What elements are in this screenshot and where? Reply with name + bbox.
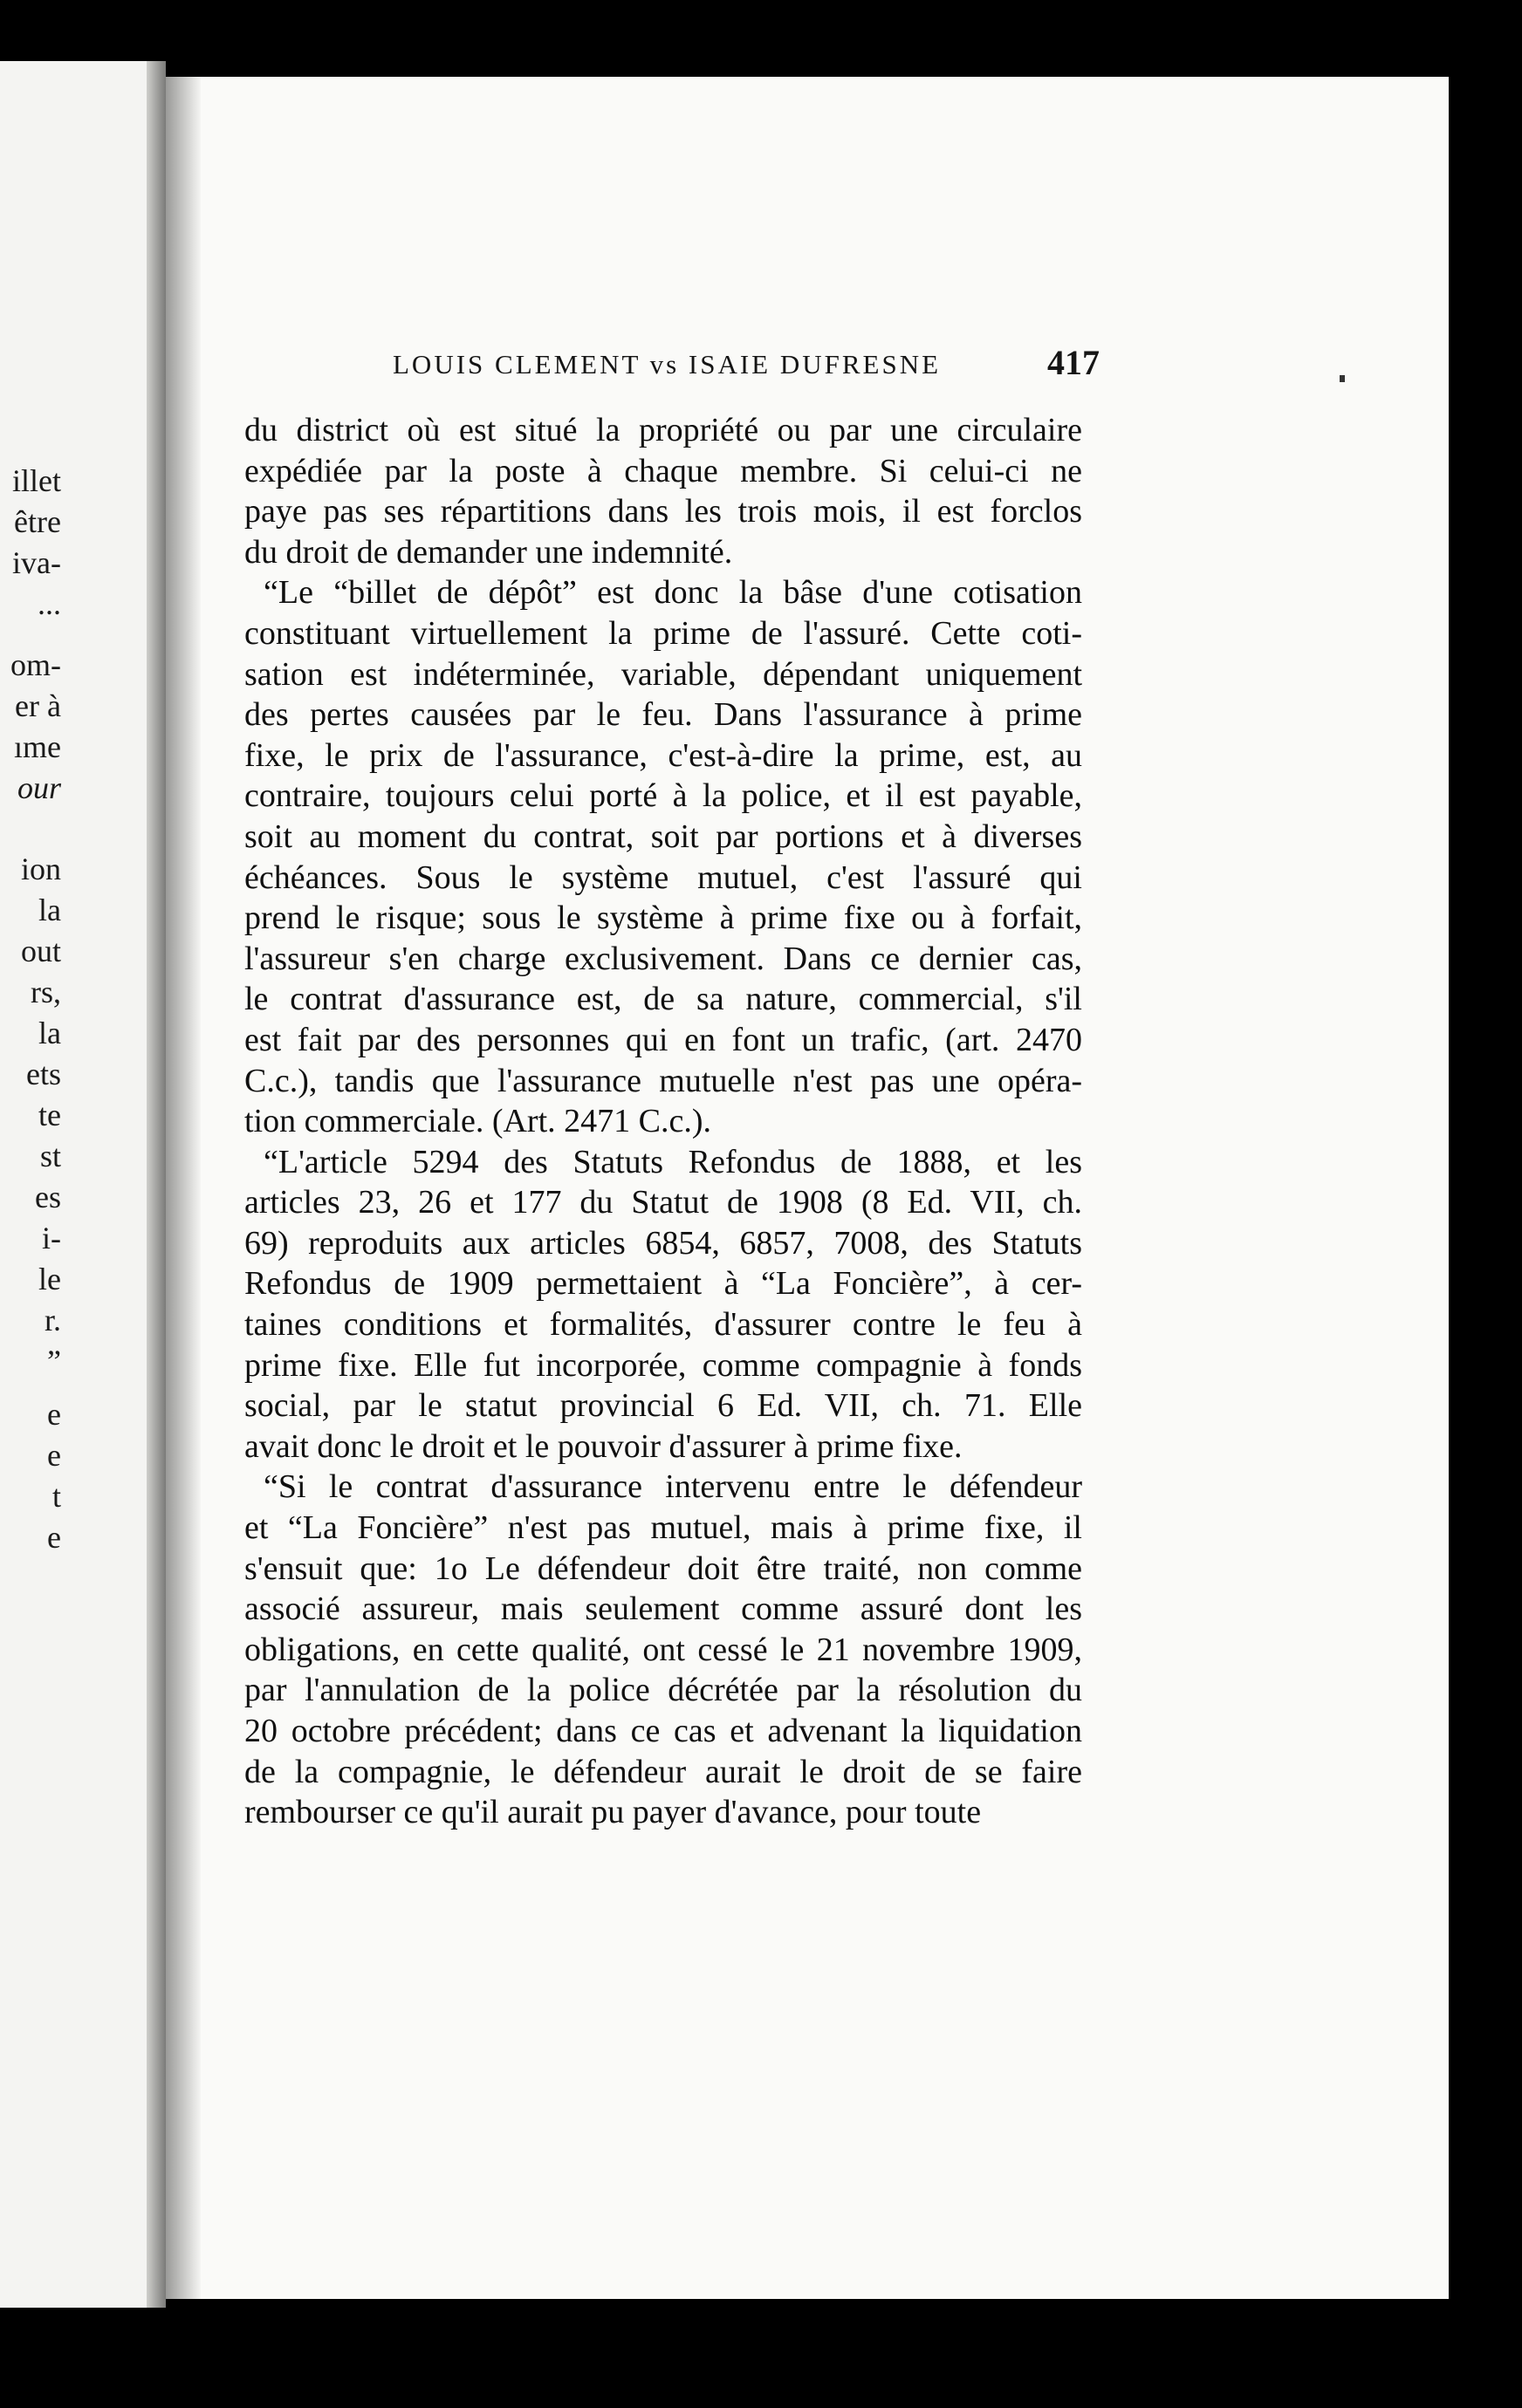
text-line: C.c.), tandis que l'assurance mutuelle n'est pas une opéra- bbox=[244, 1062, 1082, 1099]
text-line: expédiée par la poste à chaque membre. Si celui-ci ne bbox=[244, 452, 1082, 489]
text-line: articles 23, 26 et 177 du Statut de 1908 (8 Ed. VII, ch. bbox=[244, 1184, 1082, 1221]
left-page-text-fragment: te bbox=[38, 1098, 61, 1132]
left-page-text-fragment: om- bbox=[10, 647, 61, 682]
text-line: des pertes causées par le feu. Dans l'assurance à prime bbox=[244, 696, 1082, 734]
left-page-text-fragment: es bbox=[35, 1180, 61, 1214]
text-line: “Le “billet de dépôt” est donc la bâse d'une cotisation bbox=[264, 574, 1082, 612]
text-line: échéances. Sous le système mutuel, c'est l'assuré qui bbox=[244, 859, 1082, 896]
page-gutter bbox=[166, 77, 201, 2299]
left-page-text-fragment: t bbox=[51, 1479, 61, 1514]
left-page-text-fragment: e bbox=[47, 1438, 61, 1473]
left-page-text-fragment: ion bbox=[20, 852, 61, 886]
page-number: 417 bbox=[1047, 343, 1100, 382]
text-line: social, par le statut provincial 6 Ed. VII, ch. 71. Elle bbox=[244, 1387, 1082, 1425]
text-line: et “La Foncière” n'est pas mutuel, mais à prime fixe, il bbox=[244, 1509, 1082, 1547]
text-line: le contrat d'assurance est, de sa nature, commercial, s'il bbox=[244, 981, 1082, 1018]
left-page-text-fragment: r. bbox=[44, 1303, 61, 1337]
text-line: par l'annulation de la police décrétée par la résolution du bbox=[244, 1672, 1082, 1709]
text-line: Refondus de 1909 permettaient à “La Foncière”, à cer- bbox=[244, 1265, 1082, 1303]
left-page-text-fragment: rs, bbox=[31, 975, 61, 1009]
text-line: prend le risque; sous le système à prime fixe ou à forfait, bbox=[244, 900, 1082, 937]
left-page-text-fragment: la bbox=[38, 1016, 61, 1050]
left-page-text-fragment: illet bbox=[12, 463, 61, 498]
text-line: paye pas ses répartitions dans les trois mois, il est forclos bbox=[244, 493, 1082, 530]
text-line: l'assureur s'en charge exclusivement. Dans ce dernier cas, bbox=[244, 940, 1082, 977]
text-line: 20 octobre précédent; dans ce cas et advenant la liquidation bbox=[244, 1713, 1082, 1749]
text-line: du droit de demander une indemnité. bbox=[244, 533, 733, 571]
text-line: du district où est situé la propriété ou par une circulaire bbox=[244, 412, 1082, 448]
text-line: de la compagnie, le défendeur aurait le droit de se faire bbox=[244, 1753, 1082, 1790]
left-page-edge bbox=[147, 61, 166, 2308]
text-line: soit au moment du contrat, soit par portions et à diverses bbox=[244, 817, 1082, 855]
left-page-text-fragment: our bbox=[17, 770, 61, 805]
left-page-text-fragment: ” bbox=[47, 1344, 61, 1378]
left-page-text-fragment: ... bbox=[38, 586, 61, 621]
text-line: s'ensuit que: 1o Le défendeur doit être traité, non comme bbox=[244, 1549, 1082, 1587]
left-page-text-fragment: le bbox=[38, 1262, 61, 1296]
text-line: constituant virtuellement la prime de l'assuré. Cette coti- bbox=[244, 614, 1082, 652]
text-line: 69) reproduits aux articles 6854, 6857, 7008, des Statuts bbox=[244, 1224, 1082, 1262]
body-text bbox=[244, 410, 1082, 1833]
text-line: tion commerciale. (Art. 2471 C.c.). bbox=[244, 1103, 712, 1140]
text-line: contraire, toujours celui porté à la police, et il est payable, bbox=[244, 777, 1082, 815]
left-page-text-fragment: la bbox=[38, 893, 61, 927]
text-line: sation est indéterminée, variable, dépendant uniquement bbox=[244, 655, 1082, 693]
text-line: prime fixe. Elle fut incorporée, comme compagnie à fonds bbox=[244, 1346, 1082, 1384]
left-page-fragment bbox=[0, 61, 166, 2308]
text-line: rembourser ce qu'il aurait pu payer d'avance, pour toute bbox=[244, 1794, 982, 1831]
left-page-text-fragment: out bbox=[20, 934, 61, 968]
left-page-text-fragment: e bbox=[47, 1397, 61, 1432]
running-head: LOUIS CLEMENT vs ISAIE DUFRESNE bbox=[393, 349, 942, 380]
text-line: taines conditions et formalités, d'assurer contre le feu à bbox=[244, 1306, 1082, 1344]
left-page-text-fragment: st bbox=[39, 1139, 61, 1173]
text-line: “L'article 5294 des Statuts Refondus de 1888, et les bbox=[264, 1143, 1082, 1180]
text-line: avait donc le droit et le pouvoir d'assurer à prime fixe. bbox=[244, 1427, 963, 1465]
text-line: obligations, en cette qualité, ont cessé le 21 novembre 1909, bbox=[244, 1631, 1082, 1668]
page-header bbox=[227, 342, 1100, 394]
left-page-text-fragment: er à bbox=[15, 688, 61, 723]
left-page-text-fragment: être bbox=[14, 504, 61, 539]
left-page-text-fragment: i- bbox=[42, 1221, 61, 1255]
text-line: “Si le contrat d'assurance intervenu entre le défendeur bbox=[264, 1468, 1082, 1506]
left-page-text-fragment: ets bbox=[26, 1057, 61, 1091]
margin-speck bbox=[1340, 375, 1345, 382]
left-page-text-fragment: e bbox=[47, 1520, 61, 1555]
left-page-text-fragment: ıme bbox=[14, 729, 61, 764]
text-line: associé assureur, mais seulement comme assuré dont les bbox=[244, 1591, 1082, 1628]
text-line: est fait par des personnes qui en font un trafic, (art. 2470 bbox=[244, 1021, 1082, 1058]
left-page-text-fragment: iva- bbox=[12, 545, 61, 580]
text-line: fixe, le prix de l'assurance, c'est-à-dire la prime, est, au bbox=[244, 736, 1082, 774]
